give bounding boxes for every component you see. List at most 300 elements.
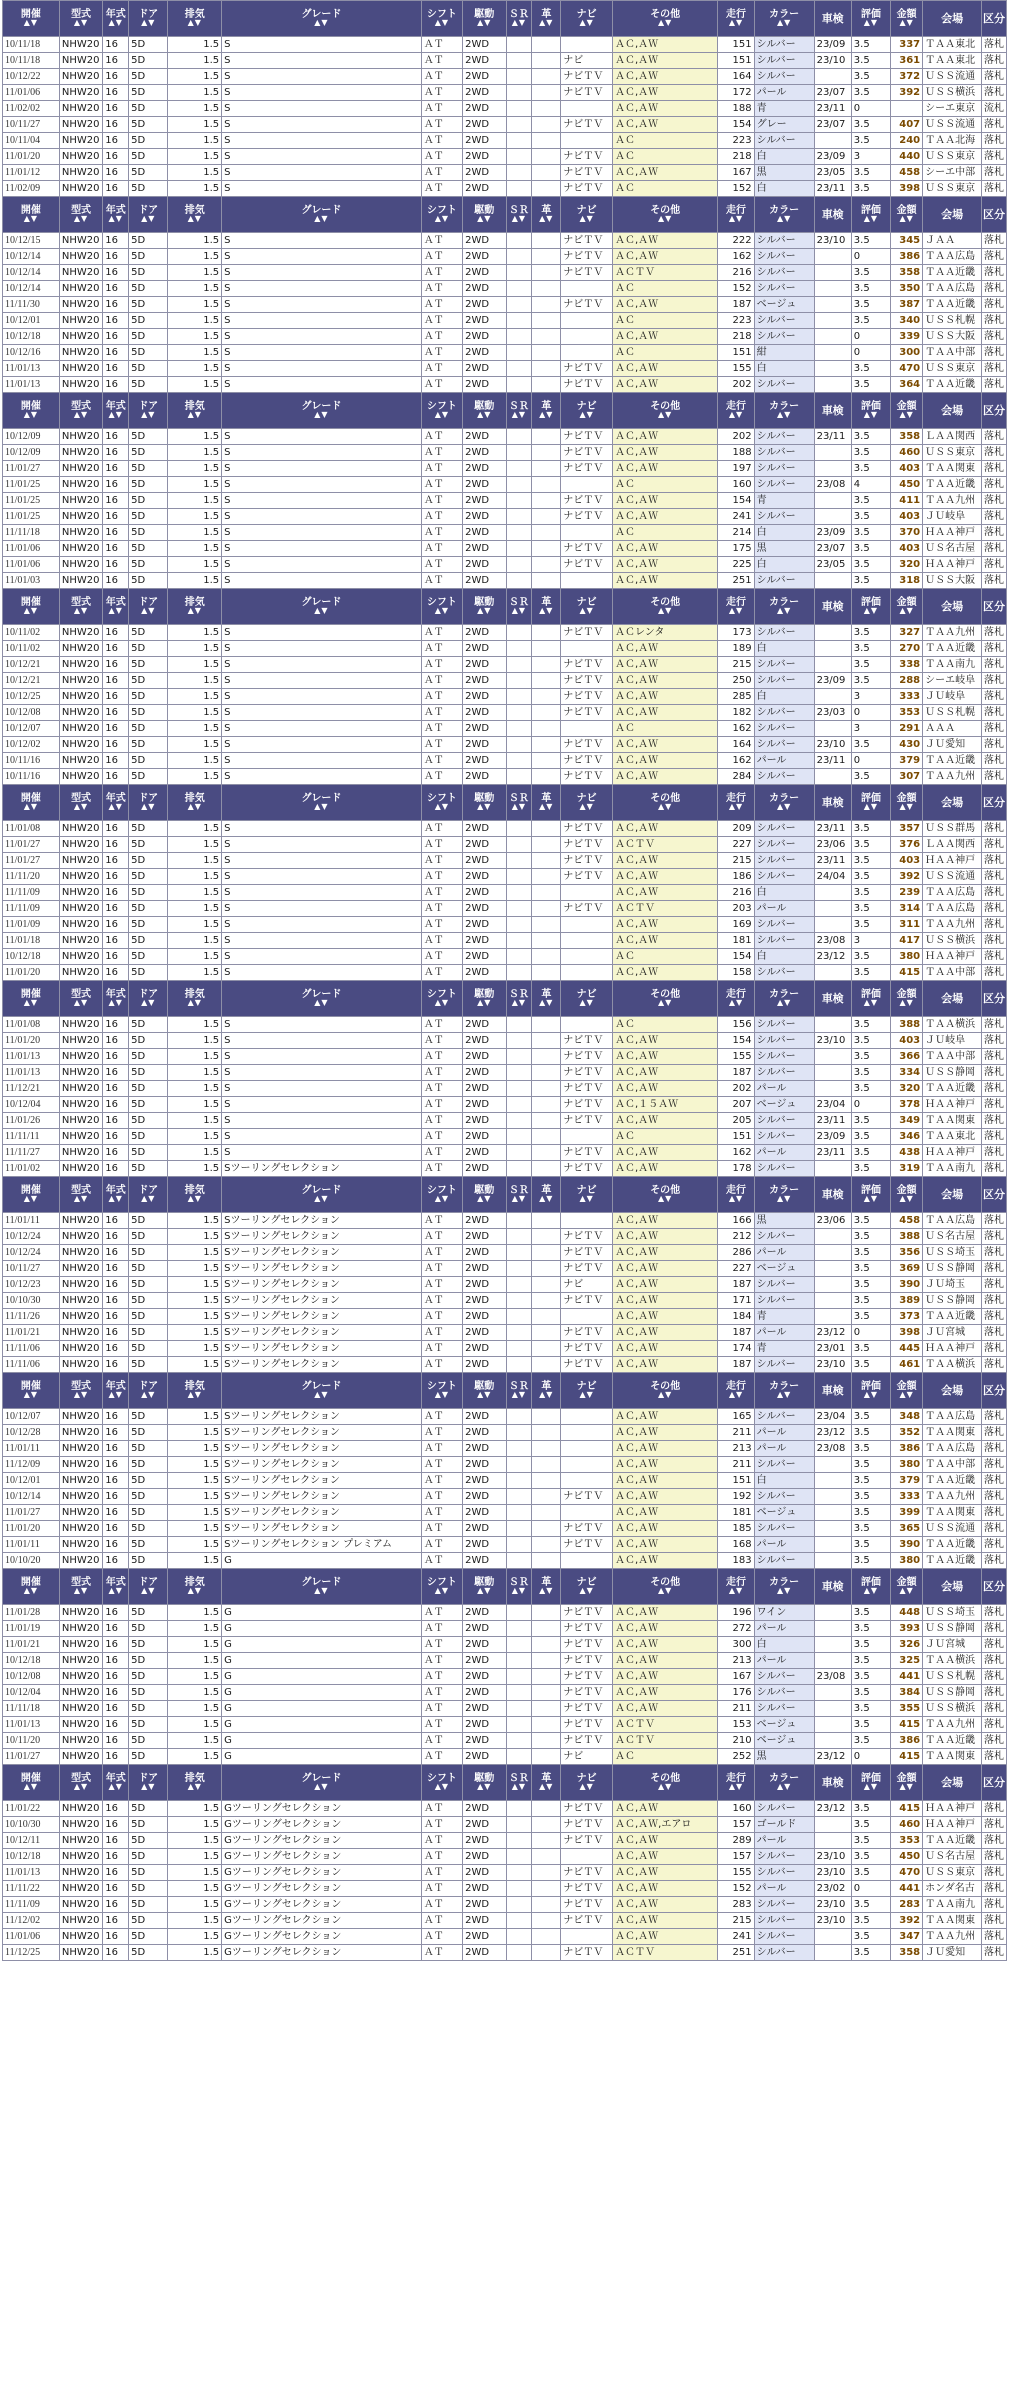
- sort-toggle-drive[interactable]: [463, 19, 505, 27]
- sort-arrows-icon[interactable]: ▲▼: [511, 802, 527, 811]
- sort-arrows-icon[interactable]: ▲▼: [863, 1586, 879, 1595]
- sort-toggle-model[interactable]: [60, 607, 102, 615]
- sort-toggle-model[interactable]: [60, 1195, 102, 1203]
- sort-toggle-price[interactable]: [891, 803, 922, 811]
- sort-toggle-drive[interactable]: [463, 411, 505, 419]
- sort-arrows-icon[interactable]: ▲▼: [141, 1782, 156, 1791]
- sort-arrows-icon[interactable]: ▲▼: [73, 998, 89, 1007]
- sort-toggle-shift[interactable]: [422, 803, 462, 811]
- sort-toggle-year[interactable]: [103, 803, 128, 811]
- sort-toggle-shift[interactable]: [422, 411, 462, 419]
- sort-arrows-icon[interactable]: ▲▼: [477, 998, 492, 1007]
- sort-toggle-options[interactable]: [613, 803, 717, 811]
- sort-arrows-icon[interactable]: ▲▼: [539, 802, 554, 811]
- sort-toggle-date[interactable]: [3, 1783, 59, 1791]
- sort-toggle-mileage[interactable]: [718, 1391, 753, 1399]
- sort-toggle-door[interactable]: [129, 1195, 167, 1203]
- sort-arrows-icon[interactable]: ▲▼: [141, 1390, 156, 1399]
- sort-toggle-date[interactable]: [3, 1587, 59, 1595]
- sort-arrows-icon[interactable]: ▲▼: [776, 214, 792, 223]
- sort-arrows-icon[interactable]: ▲▼: [477, 802, 492, 811]
- sort-arrows-icon[interactable]: ▲▼: [477, 1390, 492, 1399]
- sort-toggle-leather[interactable]: [532, 803, 560, 811]
- sort-toggle-color[interactable]: [755, 803, 814, 811]
- sort-arrows-icon[interactable]: ▲▼: [579, 1782, 594, 1791]
- sort-arrows-icon[interactable]: ▲▼: [187, 18, 202, 27]
- sort-arrows-icon[interactable]: ▲▼: [434, 606, 450, 615]
- sort-arrows-icon[interactable]: ▲▼: [314, 1194, 329, 1203]
- sort-arrows-icon[interactable]: ▲▼: [314, 1586, 329, 1595]
- sort-arrows-icon[interactable]: ▲▼: [539, 606, 554, 615]
- sort-toggle-date[interactable]: [3, 215, 59, 223]
- sort-toggle-shift[interactable]: [422, 607, 462, 615]
- sort-arrows-icon[interactable]: ▲▼: [899, 1194, 914, 1203]
- sort-arrows-icon[interactable]: ▲▼: [108, 1390, 123, 1399]
- sort-arrows-icon[interactable]: ▲▼: [434, 410, 450, 419]
- sort-toggle-year[interactable]: [103, 999, 128, 1007]
- sort-arrows-icon[interactable]: ▲▼: [658, 18, 673, 27]
- sort-arrows-icon[interactable]: ▲▼: [434, 214, 450, 223]
- sort-arrows-icon[interactable]: ▲▼: [863, 1194, 879, 1203]
- sort-toggle-navi[interactable]: [561, 215, 612, 223]
- sort-arrows-icon[interactable]: ▲▼: [108, 18, 123, 27]
- sort-arrows-icon[interactable]: ▲▼: [728, 410, 744, 419]
- sort-arrows-icon[interactable]: ▲▼: [539, 214, 554, 223]
- sort-arrows-icon[interactable]: ▲▼: [23, 998, 39, 1007]
- sort-toggle-leather[interactable]: [532, 411, 560, 419]
- sort-arrows-icon[interactable]: ▲▼: [899, 1390, 914, 1399]
- sort-toggle-year[interactable]: [103, 215, 128, 223]
- sort-arrows-icon[interactable]: ▲▼: [187, 1782, 202, 1791]
- sort-arrows-icon[interactable]: ▲▼: [728, 1586, 744, 1595]
- sort-toggle-year[interactable]: [103, 1783, 128, 1791]
- sort-arrows-icon[interactable]: ▲▼: [23, 606, 39, 615]
- sort-arrows-icon[interactable]: ▲▼: [23, 1586, 39, 1595]
- sort-arrows-icon[interactable]: ▲▼: [863, 802, 879, 811]
- sort-toggle-color[interactable]: [755, 999, 814, 1007]
- sort-toggle-drive[interactable]: [463, 999, 505, 1007]
- sort-toggle-rating[interactable]: [852, 19, 890, 27]
- sort-arrows-icon[interactable]: ▲▼: [23, 18, 39, 27]
- sort-toggle-mileage[interactable]: [718, 411, 753, 419]
- sort-toggle-model[interactable]: [60, 411, 102, 419]
- sort-arrows-icon[interactable]: ▲▼: [511, 214, 527, 223]
- sort-toggle-rating[interactable]: [852, 1783, 890, 1791]
- sort-toggle-options[interactable]: [613, 1587, 717, 1595]
- sort-toggle-price[interactable]: [891, 19, 922, 27]
- sort-toggle-color[interactable]: [755, 607, 814, 615]
- sort-toggle-model[interactable]: [60, 1587, 102, 1595]
- sort-arrows-icon[interactable]: ▲▼: [728, 1194, 744, 1203]
- sort-toggle-door[interactable]: [129, 999, 167, 1007]
- sort-toggle-leather[interactable]: [532, 1391, 560, 1399]
- sort-arrows-icon[interactable]: ▲▼: [434, 802, 450, 811]
- sort-toggle-shift[interactable]: [422, 19, 462, 27]
- sort-arrows-icon[interactable]: ▲▼: [73, 802, 89, 811]
- sort-arrows-icon[interactable]: ▲▼: [658, 1390, 673, 1399]
- sort-arrows-icon[interactable]: ▲▼: [776, 998, 792, 1007]
- sort-arrows-icon[interactable]: ▲▼: [434, 1194, 450, 1203]
- sort-toggle-navi[interactable]: [561, 607, 612, 615]
- sort-arrows-icon[interactable]: ▲▼: [314, 802, 329, 811]
- sort-arrows-icon[interactable]: ▲▼: [141, 606, 156, 615]
- sort-arrows-icon[interactable]: ▲▼: [539, 1194, 554, 1203]
- sort-arrows-icon[interactable]: ▲▼: [73, 18, 89, 27]
- sort-toggle-grade[interactable]: [222, 1783, 421, 1791]
- sort-arrows-icon[interactable]: ▲▼: [579, 214, 594, 223]
- sort-toggle-drive[interactable]: [463, 803, 505, 811]
- sort-arrows-icon[interactable]: ▲▼: [314, 1390, 329, 1399]
- sort-arrows-icon[interactable]: ▲▼: [511, 1194, 527, 1203]
- sort-arrows-icon[interactable]: ▲▼: [141, 410, 156, 419]
- sort-toggle-sunroof[interactable]: [507, 803, 532, 811]
- sort-toggle-door[interactable]: [129, 803, 167, 811]
- sort-arrows-icon[interactable]: ▲▼: [108, 410, 123, 419]
- sort-toggle-color[interactable]: [755, 1783, 814, 1791]
- sort-toggle-model[interactable]: [60, 1391, 102, 1399]
- sort-toggle-mileage[interactable]: [718, 215, 753, 223]
- sort-toggle-date[interactable]: [3, 803, 59, 811]
- sort-toggle-displacement[interactable]: [168, 607, 221, 615]
- sort-toggle-sunroof[interactable]: [507, 1783, 532, 1791]
- sort-toggle-displacement[interactable]: [168, 803, 221, 811]
- sort-arrows-icon[interactable]: ▲▼: [187, 214, 202, 223]
- sort-toggle-displacement[interactable]: [168, 411, 221, 419]
- sort-arrows-icon[interactable]: ▲▼: [728, 802, 744, 811]
- sort-toggle-options[interactable]: [613, 1391, 717, 1399]
- sort-toggle-price[interactable]: [891, 1391, 922, 1399]
- sort-toggle-price[interactable]: [891, 607, 922, 615]
- sort-toggle-mileage[interactable]: [718, 1587, 753, 1595]
- sort-arrows-icon[interactable]: ▲▼: [141, 18, 156, 27]
- sort-arrows-icon[interactable]: ▲▼: [187, 998, 202, 1007]
- sort-arrows-icon[interactable]: ▲▼: [73, 214, 89, 223]
- sort-toggle-sunroof[interactable]: [507, 1195, 532, 1203]
- sort-toggle-rating[interactable]: [852, 411, 890, 419]
- sort-arrows-icon[interactable]: ▲▼: [23, 1782, 39, 1791]
- sort-toggle-grade[interactable]: [222, 1587, 421, 1595]
- sort-toggle-door[interactable]: [129, 1783, 167, 1791]
- sort-arrows-icon[interactable]: ▲▼: [187, 1390, 202, 1399]
- sort-toggle-shift[interactable]: [422, 1195, 462, 1203]
- sort-toggle-door[interactable]: [129, 215, 167, 223]
- sort-arrows-icon[interactable]: ▲▼: [863, 1782, 879, 1791]
- sort-toggle-drive[interactable]: [463, 1195, 505, 1203]
- sort-toggle-year[interactable]: [103, 1587, 128, 1595]
- sort-toggle-price[interactable]: [891, 1587, 922, 1595]
- sort-toggle-displacement[interactable]: [168, 1783, 221, 1791]
- sort-toggle-drive[interactable]: [463, 1587, 505, 1595]
- sort-toggle-drive[interactable]: [463, 1391, 505, 1399]
- sort-arrows-icon[interactable]: ▲▼: [658, 998, 673, 1007]
- sort-arrows-icon[interactable]: ▲▼: [23, 410, 39, 419]
- sort-arrows-icon[interactable]: ▲▼: [579, 1586, 594, 1595]
- sort-toggle-grade[interactable]: [222, 1391, 421, 1399]
- sort-toggle-door[interactable]: [129, 1587, 167, 1595]
- sort-toggle-color[interactable]: [755, 215, 814, 223]
- sort-toggle-mileage[interactable]: [718, 999, 753, 1007]
- sort-arrows-icon[interactable]: ▲▼: [23, 1390, 39, 1399]
- sort-toggle-sunroof[interactable]: [507, 215, 532, 223]
- sort-toggle-model[interactable]: [60, 19, 102, 27]
- sort-toggle-price[interactable]: [891, 999, 922, 1007]
- sort-arrows-icon[interactable]: ▲▼: [511, 410, 527, 419]
- sort-toggle-door[interactable]: [129, 411, 167, 419]
- sort-toggle-shift[interactable]: [422, 999, 462, 1007]
- sort-arrows-icon[interactable]: ▲▼: [899, 1782, 914, 1791]
- sort-arrows-icon[interactable]: ▲▼: [108, 606, 123, 615]
- sort-toggle-displacement[interactable]: [168, 215, 221, 223]
- sort-arrows-icon[interactable]: ▲▼: [108, 1586, 123, 1595]
- sort-arrows-icon[interactable]: ▲▼: [23, 802, 39, 811]
- sort-arrows-icon[interactable]: ▲▼: [899, 214, 914, 223]
- sort-arrows-icon[interactable]: ▲▼: [658, 1194, 673, 1203]
- sort-toggle-options[interactable]: [613, 999, 717, 1007]
- sort-arrows-icon[interactable]: ▲▼: [141, 998, 156, 1007]
- sort-toggle-options[interactable]: [613, 215, 717, 223]
- sort-arrows-icon[interactable]: ▲▼: [187, 606, 202, 615]
- sort-toggle-sunroof[interactable]: [507, 1391, 532, 1399]
- sort-arrows-icon[interactable]: ▲▼: [863, 18, 879, 27]
- sort-toggle-year[interactable]: [103, 19, 128, 27]
- sort-arrows-icon[interactable]: ▲▼: [776, 1390, 792, 1399]
- sort-arrows-icon[interactable]: ▲▼: [579, 802, 594, 811]
- sort-toggle-leather[interactable]: [532, 215, 560, 223]
- sort-arrows-icon[interactable]: ▲▼: [863, 410, 879, 419]
- sort-toggle-grade[interactable]: [222, 999, 421, 1007]
- sort-toggle-year[interactable]: [103, 1391, 128, 1399]
- sort-toggle-drive[interactable]: [463, 607, 505, 615]
- sort-toggle-model[interactable]: [60, 215, 102, 223]
- sort-toggle-date[interactable]: [3, 999, 59, 1007]
- sort-arrows-icon[interactable]: ▲▼: [108, 1782, 123, 1791]
- sort-toggle-date[interactable]: [3, 1391, 59, 1399]
- sort-toggle-sunroof[interactable]: [507, 607, 532, 615]
- sort-toggle-shift[interactable]: [422, 215, 462, 223]
- sort-arrows-icon[interactable]: ▲▼: [539, 998, 554, 1007]
- sort-arrows-icon[interactable]: ▲▼: [187, 1586, 202, 1595]
- sort-arrows-icon[interactable]: ▲▼: [477, 1586, 492, 1595]
- sort-arrows-icon[interactable]: ▲▼: [23, 214, 39, 223]
- sort-arrows-icon[interactable]: ▲▼: [73, 1782, 89, 1791]
- sort-toggle-grade[interactable]: [222, 19, 421, 27]
- sort-toggle-door[interactable]: [129, 19, 167, 27]
- sort-toggle-displacement[interactable]: [168, 1587, 221, 1595]
- sort-arrows-icon[interactable]: ▲▼: [579, 606, 594, 615]
- sort-arrows-icon[interactable]: ▲▼: [141, 802, 156, 811]
- sort-toggle-shift[interactable]: [422, 1587, 462, 1595]
- sort-arrows-icon[interactable]: ▲▼: [658, 214, 673, 223]
- sort-arrows-icon[interactable]: ▲▼: [187, 410, 202, 419]
- sort-arrows-icon[interactable]: ▲▼: [539, 1586, 554, 1595]
- sort-toggle-color[interactable]: [755, 1195, 814, 1203]
- sort-toggle-grade[interactable]: [222, 411, 421, 419]
- sort-arrows-icon[interactable]: ▲▼: [899, 606, 914, 615]
- sort-arrows-icon[interactable]: ▲▼: [658, 1586, 673, 1595]
- sort-toggle-leather[interactable]: [532, 1195, 560, 1203]
- sort-arrows-icon[interactable]: ▲▼: [73, 1586, 89, 1595]
- sort-arrows-icon[interactable]: ▲▼: [511, 18, 527, 27]
- sort-toggle-sunroof[interactable]: [507, 1587, 532, 1595]
- sort-toggle-year[interactable]: [103, 1195, 128, 1203]
- sort-toggle-shift[interactable]: [422, 1391, 462, 1399]
- sort-arrows-icon[interactable]: ▲▼: [477, 1194, 492, 1203]
- sort-arrows-icon[interactable]: ▲▼: [511, 1586, 527, 1595]
- sort-toggle-date[interactable]: [3, 1195, 59, 1203]
- sort-arrows-icon[interactable]: ▲▼: [728, 1390, 744, 1399]
- sort-arrows-icon[interactable]: ▲▼: [73, 1194, 89, 1203]
- sort-arrows-icon[interactable]: ▲▼: [539, 1390, 554, 1399]
- sort-toggle-rating[interactable]: [852, 1391, 890, 1399]
- sort-arrows-icon[interactable]: ▲▼: [108, 998, 123, 1007]
- sort-toggle-color[interactable]: [755, 411, 814, 419]
- sort-arrows-icon[interactable]: ▲▼: [477, 18, 492, 27]
- sort-toggle-shift[interactable]: [422, 1783, 462, 1791]
- sort-toggle-sunroof[interactable]: [507, 999, 532, 1007]
- sort-arrows-icon[interactable]: ▲▼: [73, 606, 89, 615]
- sort-arrows-icon[interactable]: ▲▼: [511, 1390, 527, 1399]
- sort-toggle-rating[interactable]: [852, 803, 890, 811]
- sort-toggle-mileage[interactable]: [718, 19, 753, 27]
- sort-arrows-icon[interactable]: ▲▼: [314, 606, 329, 615]
- sort-arrows-icon[interactable]: ▲▼: [579, 1194, 594, 1203]
- sort-toggle-model[interactable]: [60, 803, 102, 811]
- sort-toggle-mileage[interactable]: [718, 1783, 753, 1791]
- sort-toggle-leather[interactable]: [532, 999, 560, 1007]
- sort-arrows-icon[interactable]: ▲▼: [579, 998, 594, 1007]
- sort-toggle-displacement[interactable]: [168, 1391, 221, 1399]
- sort-arrows-icon[interactable]: ▲▼: [658, 1782, 673, 1791]
- sort-toggle-navi[interactable]: [561, 1391, 612, 1399]
- sort-arrows-icon[interactable]: ▲▼: [434, 1390, 450, 1399]
- sort-arrows-icon[interactable]: ▲▼: [434, 998, 450, 1007]
- sort-toggle-drive[interactable]: [463, 1783, 505, 1791]
- sort-arrows-icon[interactable]: ▲▼: [658, 410, 673, 419]
- sort-arrows-icon[interactable]: ▲▼: [141, 214, 156, 223]
- sort-toggle-grade[interactable]: [222, 1195, 421, 1203]
- sort-toggle-price[interactable]: [891, 215, 922, 223]
- sort-toggle-sunroof[interactable]: [507, 411, 532, 419]
- sort-arrows-icon[interactable]: ▲▼: [776, 1782, 792, 1791]
- sort-arrows-icon[interactable]: ▲▼: [728, 998, 744, 1007]
- sort-toggle-color[interactable]: [755, 1391, 814, 1399]
- sort-toggle-date[interactable]: [3, 411, 59, 419]
- sort-arrows-icon[interactable]: ▲▼: [899, 802, 914, 811]
- sort-arrows-icon[interactable]: ▲▼: [73, 1390, 89, 1399]
- sort-arrows-icon[interactable]: ▲▼: [539, 18, 554, 27]
- sort-toggle-navi[interactable]: [561, 1195, 612, 1203]
- sort-toggle-price[interactable]: [891, 1783, 922, 1791]
- sort-toggle-displacement[interactable]: [168, 999, 221, 1007]
- sort-arrows-icon[interactable]: ▲▼: [187, 1194, 202, 1203]
- sort-arrows-icon[interactable]: ▲▼: [511, 1782, 527, 1791]
- sort-toggle-options[interactable]: [613, 607, 717, 615]
- sort-toggle-leather[interactable]: [532, 1783, 560, 1791]
- sort-arrows-icon[interactable]: ▲▼: [728, 18, 744, 27]
- sort-toggle-options[interactable]: [613, 1783, 717, 1791]
- sort-arrows-icon[interactable]: ▲▼: [539, 410, 554, 419]
- sort-arrows-icon[interactable]: ▲▼: [314, 998, 329, 1007]
- sort-arrows-icon[interactable]: ▲▼: [776, 606, 792, 615]
- sort-toggle-navi[interactable]: [561, 411, 612, 419]
- sort-arrows-icon[interactable]: ▲▼: [314, 410, 329, 419]
- sort-toggle-grade[interactable]: [222, 803, 421, 811]
- sort-toggle-navi[interactable]: [561, 803, 612, 811]
- sort-arrows-icon[interactable]: ▲▼: [511, 606, 527, 615]
- sort-toggle-rating[interactable]: [852, 1195, 890, 1203]
- sort-arrows-icon[interactable]: ▲▼: [899, 1586, 914, 1595]
- sort-toggle-navi[interactable]: [561, 19, 612, 27]
- sort-arrows-icon[interactable]: ▲▼: [579, 410, 594, 419]
- sort-arrows-icon[interactable]: ▲▼: [314, 214, 329, 223]
- sort-toggle-navi[interactable]: [561, 1587, 612, 1595]
- sort-arrows-icon[interactable]: ▲▼: [187, 802, 202, 811]
- sort-arrows-icon[interactable]: ▲▼: [511, 998, 527, 1007]
- sort-arrows-icon[interactable]: ▲▼: [477, 410, 492, 419]
- sort-toggle-door[interactable]: [129, 1391, 167, 1399]
- sort-arrows-icon[interactable]: ▲▼: [579, 18, 594, 27]
- sort-toggle-model[interactable]: [60, 999, 102, 1007]
- sort-toggle-mileage[interactable]: [718, 1195, 753, 1203]
- sort-arrows-icon[interactable]: ▲▼: [434, 18, 450, 27]
- sort-arrows-icon[interactable]: ▲▼: [863, 1390, 879, 1399]
- sort-toggle-leather[interactable]: [532, 19, 560, 27]
- sort-arrows-icon[interactable]: ▲▼: [477, 214, 492, 223]
- sort-arrows-icon[interactable]: ▲▼: [108, 802, 123, 811]
- sort-arrows-icon[interactable]: ▲▼: [658, 606, 673, 615]
- sort-arrows-icon[interactable]: ▲▼: [434, 1782, 450, 1791]
- sort-arrows-icon[interactable]: ▲▼: [863, 998, 879, 1007]
- sort-toggle-date[interactable]: [3, 607, 59, 615]
- sort-toggle-options[interactable]: [613, 1195, 717, 1203]
- sort-arrows-icon[interactable]: ▲▼: [658, 802, 673, 811]
- sort-arrows-icon[interactable]: ▲▼: [23, 1194, 39, 1203]
- sort-arrows-icon[interactable]: ▲▼: [434, 1586, 450, 1595]
- sort-arrows-icon[interactable]: ▲▼: [776, 410, 792, 419]
- sort-toggle-rating[interactable]: [852, 215, 890, 223]
- sort-arrows-icon[interactable]: ▲▼: [728, 606, 744, 615]
- sort-arrows-icon[interactable]: ▲▼: [776, 802, 792, 811]
- sort-toggle-leather[interactable]: [532, 607, 560, 615]
- sort-toggle-year[interactable]: [103, 607, 128, 615]
- sort-toggle-color[interactable]: [755, 1587, 814, 1595]
- sort-arrows-icon[interactable]: ▲▼: [579, 1390, 594, 1399]
- sort-toggle-date[interactable]: [3, 19, 59, 27]
- sort-arrows-icon[interactable]: ▲▼: [776, 1194, 792, 1203]
- sort-toggle-options[interactable]: [613, 411, 717, 419]
- sort-arrows-icon[interactable]: ▲▼: [899, 410, 914, 419]
- sort-toggle-model[interactable]: [60, 1783, 102, 1791]
- sort-toggle-rating[interactable]: [852, 1587, 890, 1595]
- sort-arrows-icon[interactable]: ▲▼: [314, 18, 329, 27]
- sort-arrows-icon[interactable]: ▲▼: [899, 998, 914, 1007]
- sort-toggle-mileage[interactable]: [718, 803, 753, 811]
- sort-arrows-icon[interactable]: ▲▼: [108, 214, 123, 223]
- sort-toggle-displacement[interactable]: [168, 1195, 221, 1203]
- sort-arrows-icon[interactable]: ▲▼: [314, 1782, 329, 1791]
- sort-toggle-door[interactable]: [129, 607, 167, 615]
- sort-toggle-grade[interactable]: [222, 607, 421, 615]
- sort-arrows-icon[interactable]: ▲▼: [863, 214, 879, 223]
- sort-toggle-sunroof[interactable]: [507, 19, 532, 27]
- sort-arrows-icon[interactable]: ▲▼: [728, 1782, 744, 1791]
- sort-toggle-color[interactable]: [755, 19, 814, 27]
- sort-arrows-icon[interactable]: ▲▼: [728, 214, 744, 223]
- sort-toggle-leather[interactable]: [532, 1587, 560, 1595]
- sort-arrows-icon[interactable]: ▲▼: [477, 606, 492, 615]
- sort-arrows-icon[interactable]: ▲▼: [73, 410, 89, 419]
- sort-toggle-grade[interactable]: [222, 215, 421, 223]
